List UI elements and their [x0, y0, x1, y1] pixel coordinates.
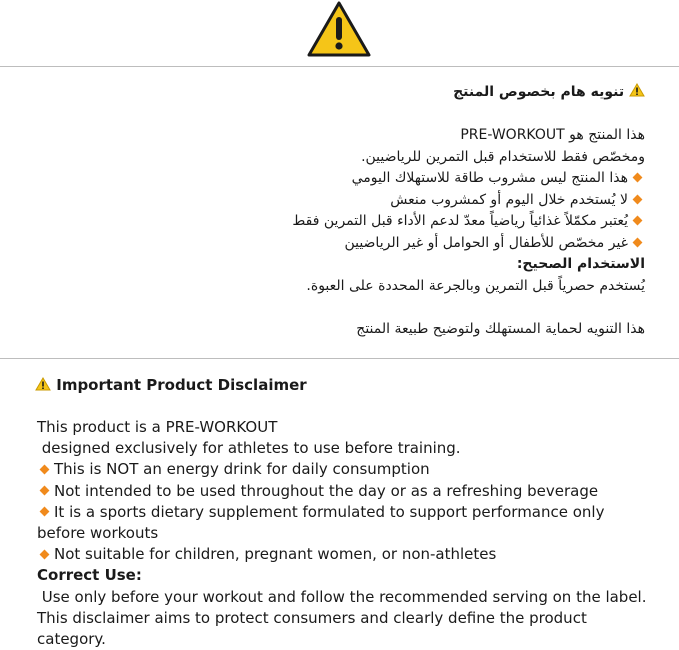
- english-correct-use-text: Use only before your workout and follow the recommended serving on the label.: [37, 587, 647, 606]
- orange-diamond-icon: [633, 194, 643, 204]
- warning-emoji-icon: [35, 377, 51, 391]
- english-bullet: Not suitable for children, pregnant women, or non-athletes: [37, 544, 657, 565]
- arabic-bullet: لا يُستخدم خلال اليوم أو كمشروب منعش: [0, 190, 645, 212]
- arabic-correct-use-heading: الاستخدام الصحيح:: [516, 256, 645, 272]
- arabic-bullet: غير مخصّص للأطفال أو الحوامل أو غير الرياضيين: [0, 233, 645, 255]
- orange-diamond-icon: [633, 237, 643, 247]
- english-bullet: This is NOT an energy drink for daily consumption: [37, 459, 657, 480]
- arabic-disclaimer: [0, 82, 645, 340]
- arabic-intro-line2: ومخصّص فقط للاستخدام قبل التمرين للرياضيين.: [361, 148, 645, 165]
- orange-diamond-icon: [633, 173, 643, 183]
- english-closing: This disclaimer aims to protect consumers and clearly define the product category.: [37, 608, 587, 649]
- orange-diamond-icon: [40, 464, 50, 474]
- arabic-bullet: يُعتبر مكمّلاً غذائياً رياضياً معدّ لدعم الأداء قبل التمرين فقط: [0, 211, 645, 233]
- english-intro-line1: This product is a PRE-WORKOUT: [37, 418, 278, 436]
- english-disclaimer: [37, 374, 657, 650]
- english-bullet: Not intended to be used throughout the day or as a refreshing beverage: [37, 481, 657, 502]
- english-title: Important Product Disclaimer: [35, 374, 657, 396]
- orange-diamond-icon: [633, 216, 643, 226]
- warning-triangle-icon: [306, 0, 372, 58]
- top-divider: [0, 66, 679, 67]
- orange-diamond-icon: [40, 549, 50, 559]
- arabic-bullet: هذا المنتج ليس مشروب طاقة للاستهلاك اليومي: [0, 168, 645, 190]
- arabic-title: تنويه هام بخصوص المنتج: [0, 82, 645, 104]
- middle-divider: [0, 358, 679, 359]
- warning-emoji-icon: [629, 83, 645, 97]
- orange-diamond-icon: [40, 486, 50, 496]
- arabic-closing: هذا التنويه لحماية المستهلك ولتوضيح طبيعة المنتج: [356, 320, 645, 337]
- orange-diamond-icon: [40, 507, 50, 517]
- arabic-intro-line1: هذا المنتج هو PRE-WORKOUT: [460, 127, 645, 143]
- english-bullet: It is a sports dietary supplement formulated to support performance only before workouts: [37, 502, 605, 543]
- arabic-correct-use-text: يُستخدم حصرياً قبل التمرين وبالجرعة المحددة على العبوة.: [306, 277, 645, 294]
- english-intro-line2: designed exclusively for athletes to use before training.: [37, 439, 461, 458]
- english-correct-use-heading: Correct Use:: [37, 566, 142, 585]
